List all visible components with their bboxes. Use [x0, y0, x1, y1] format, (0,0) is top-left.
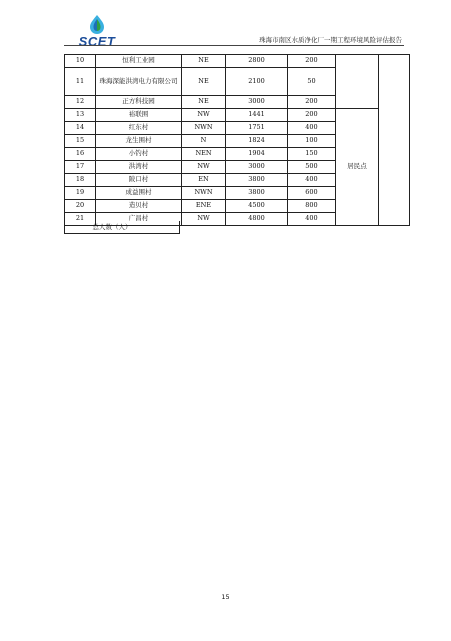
receptor-name: 龙生围村: [96, 135, 182, 148]
logo-text: SCET: [78, 34, 116, 49]
receptor-name: 珠海深能洪湾电力有限公司: [96, 68, 182, 96]
distance: 4500: [226, 200, 288, 213]
row-number: 19: [65, 187, 96, 200]
population: 400: [288, 174, 336, 187]
population: 100: [288, 135, 336, 148]
receptor-name: 正方科技园: [96, 96, 182, 109]
receptor-name: 成益围村: [96, 187, 182, 200]
direction: NWN: [182, 122, 226, 135]
population: 50: [288, 68, 336, 96]
remarks-cell: [379, 55, 410, 226]
direction: ENE: [182, 200, 226, 213]
page-number: 15: [221, 593, 230, 601]
distance: 3000: [226, 161, 288, 174]
distance: 1904: [226, 148, 288, 161]
row-number: 14: [65, 122, 96, 135]
table-row: [65, 109, 410, 122]
receptor-name: 洪湾村: [96, 161, 182, 174]
row-number: 18: [65, 174, 96, 187]
direction: NEN: [182, 148, 226, 161]
receptor-name: 陂口村: [96, 174, 182, 187]
category-cell-empty: [336, 55, 379, 109]
receptor-name: 裕联围: [96, 109, 182, 122]
receptor-name: 造贝村: [96, 200, 182, 213]
direction: NW: [182, 213, 226, 226]
row-number: 16: [65, 148, 96, 161]
population: 200: [288, 109, 336, 122]
company-logo: [66, 14, 128, 48]
direction: NE: [182, 68, 226, 96]
distance: 2800: [226, 55, 288, 68]
receptor-name: 广昌村: [96, 213, 182, 226]
water-drop-icon: [78, 14, 116, 36]
distance: 2100: [226, 68, 288, 96]
population: 600: [288, 187, 336, 200]
distance: 1441: [226, 109, 288, 122]
row-number: 15: [65, 135, 96, 148]
population: 200: [288, 55, 336, 68]
distance: 3800: [226, 174, 288, 187]
category-label: 居民点: [336, 109, 379, 226]
header-divider: [64, 45, 404, 46]
receptor-name: 红东村: [96, 122, 182, 135]
direction: EN: [182, 174, 226, 187]
distance: 1751: [226, 122, 288, 135]
direction: N: [182, 135, 226, 148]
direction: NE: [182, 96, 226, 109]
row-number: 12: [65, 96, 96, 109]
total-label-text: 总人数（人）: [92, 223, 132, 231]
population: 400: [288, 122, 336, 135]
direction: NWN: [182, 187, 226, 200]
distance: 3000: [226, 96, 288, 109]
row-number: 20: [65, 200, 96, 213]
receptor-name: 恒利工业园: [96, 55, 182, 68]
direction: NE: [182, 55, 226, 68]
receptor-name: 小钓村: [96, 148, 182, 161]
distance: 4800: [226, 213, 288, 226]
row-number: 17: [65, 161, 96, 174]
report-title: 珠海市南区水质净化厂一期工程环境风险评估报告: [259, 36, 402, 44]
sensitive-receptors-table: [64, 54, 410, 226]
row-number: 10: [65, 55, 96, 68]
row-number: 21: [65, 213, 96, 226]
population: 150: [288, 148, 336, 161]
distance: 1824: [226, 135, 288, 148]
population: 500: [288, 161, 336, 174]
row-number: 11: [65, 68, 96, 96]
population: 400: [288, 213, 336, 226]
population: 200: [288, 96, 336, 109]
row-number: 13: [65, 109, 96, 122]
direction: NW: [182, 109, 226, 122]
direction: NW: [182, 161, 226, 174]
population: 800: [288, 200, 336, 213]
total-population-label: [64, 221, 180, 234]
table-row: [65, 55, 410, 68]
distance: 3800: [226, 187, 288, 200]
